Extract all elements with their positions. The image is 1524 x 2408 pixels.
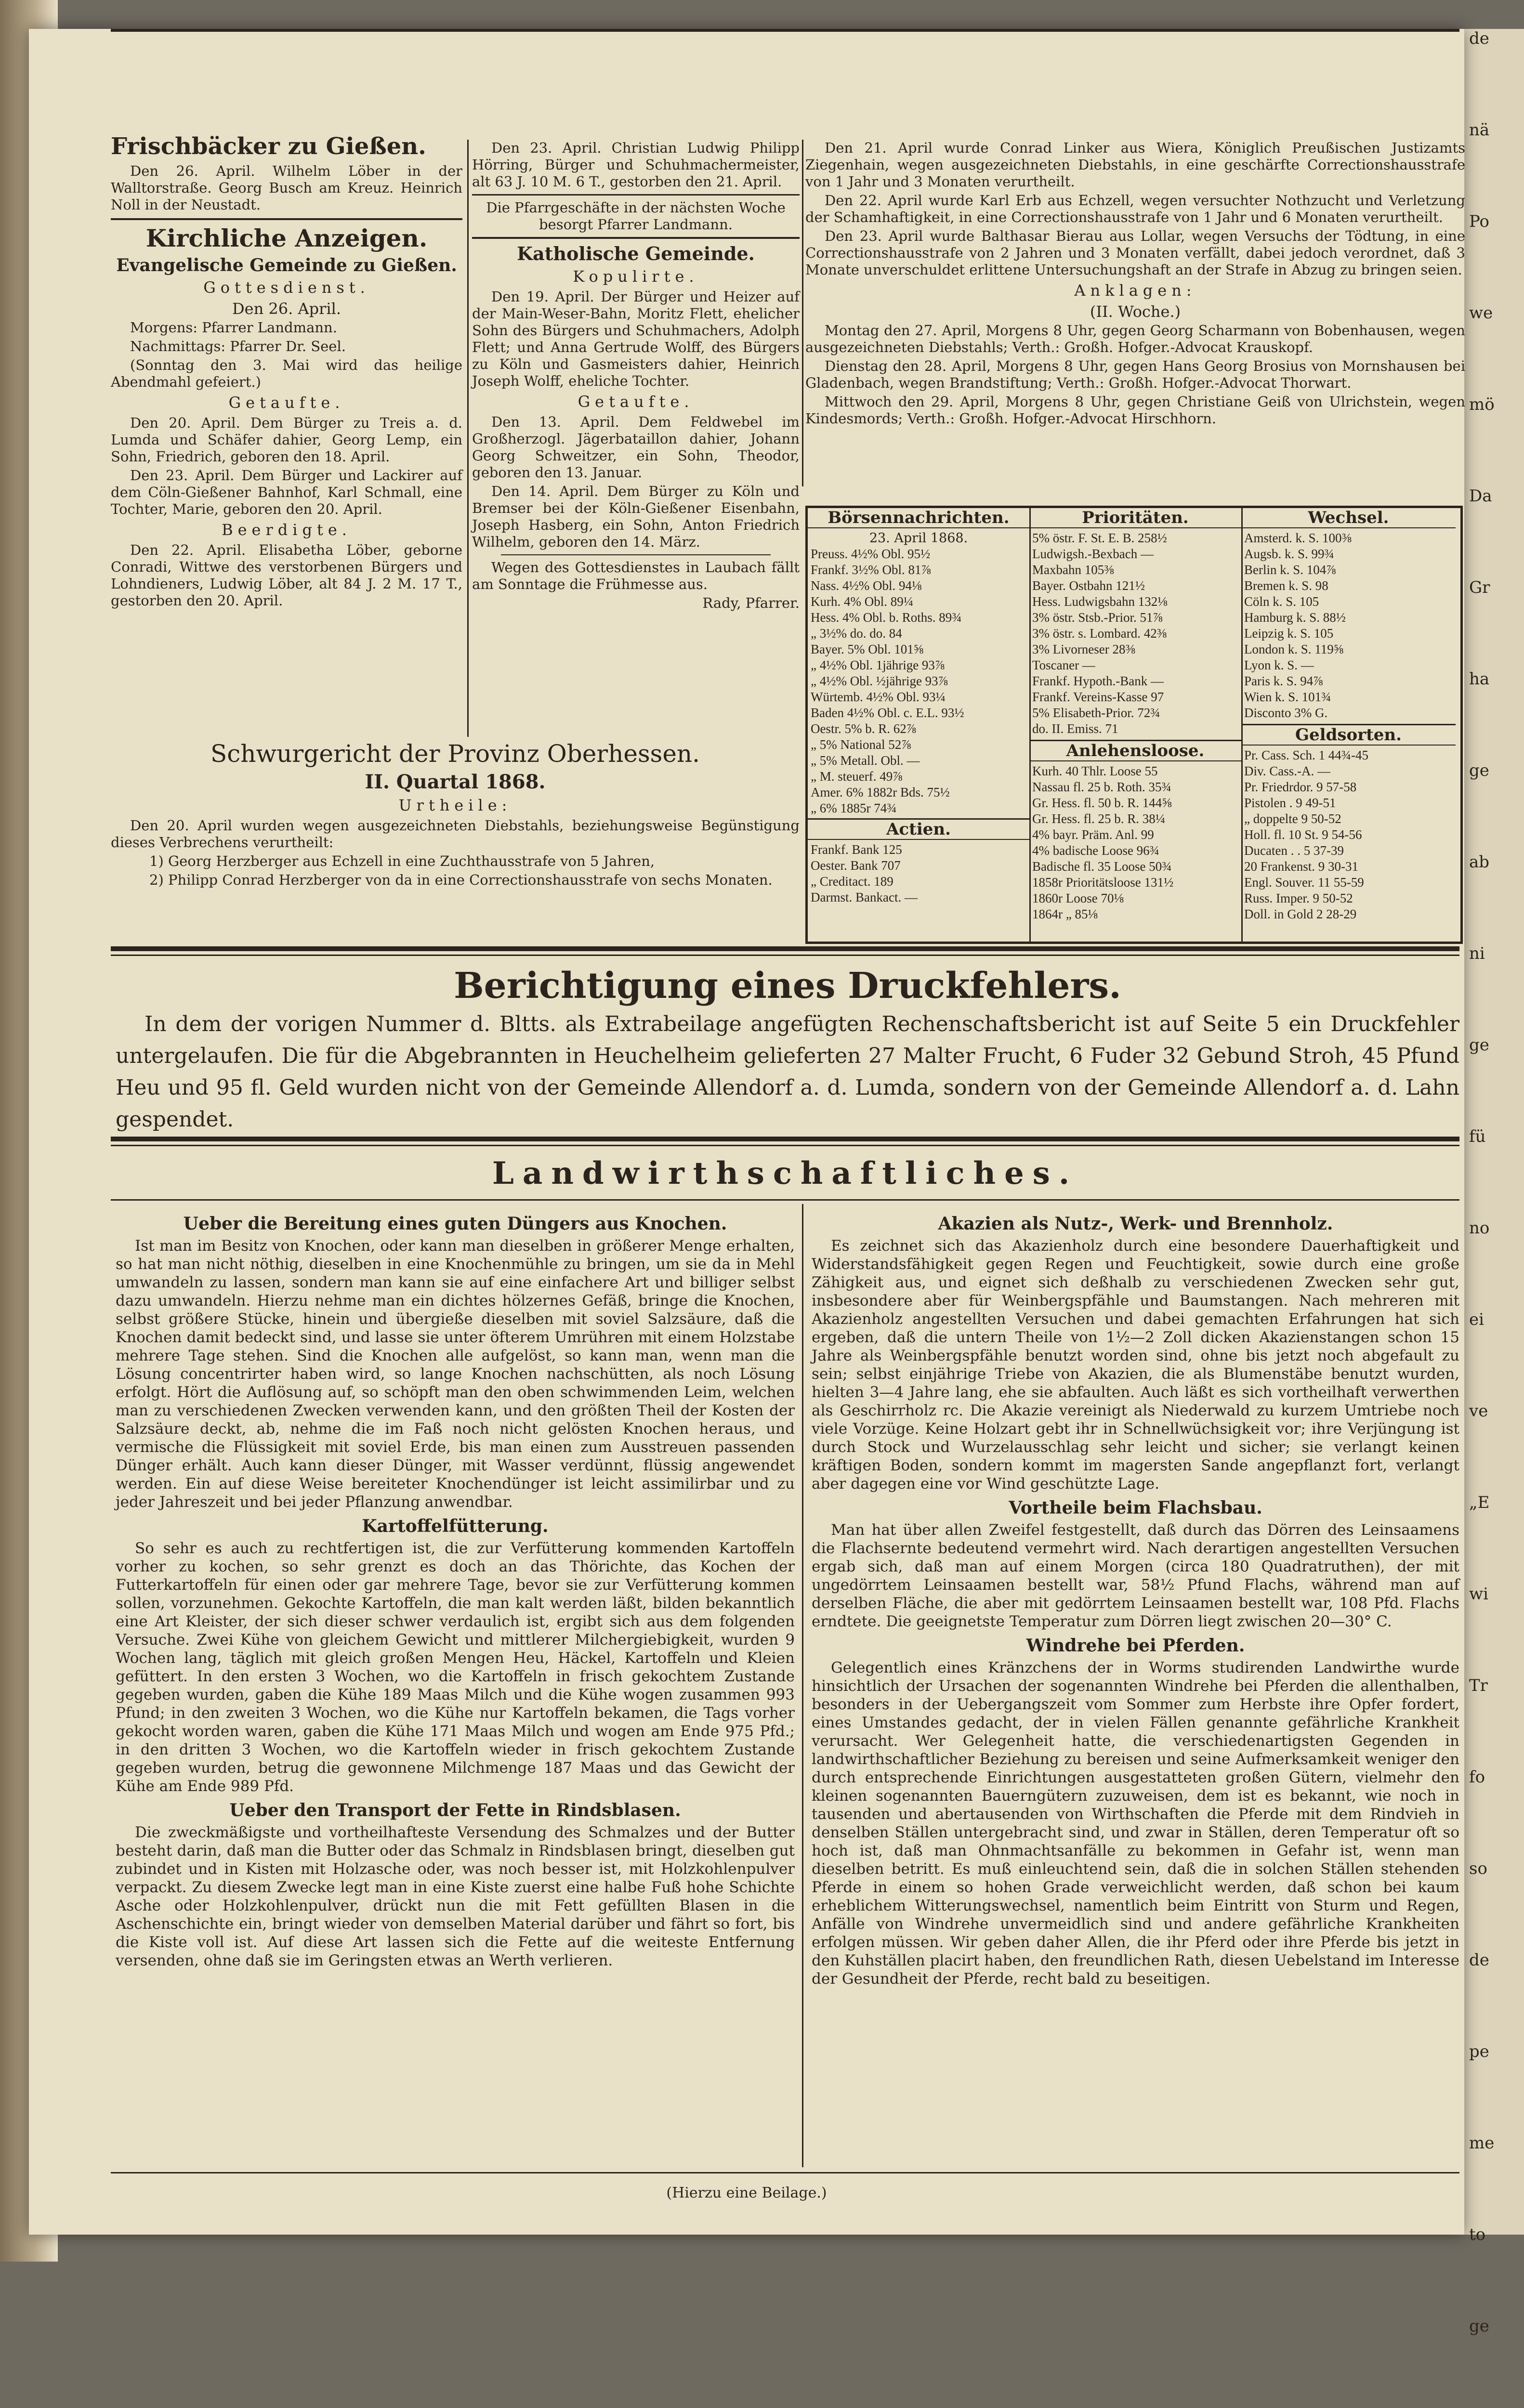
article-text: Die zweckmäßigste und vortheilhafteste Versendung des Schmalzes und der Butter besteht darin, daß man die Butter oder das Schmalz in Rindsblasen bringt, dieselben gut zubindet und in Kisten mit Holzasche oder, was noch besser ist, mit Holzkohlenpulver verpackt. Zu diesem Zwecke legt man in eine Kiste zuerst eine halbe Fuß hohe Schichte Asche oder Holzkohlenpulver, drückt nun die mit Fett gefüllten Blasen in die Aschenschichte ein, bringt wieder von demselben Material darüber und fährt so fort, bis die Kiste voll ist. Auf diese Art lassen sich die Fette auf die weiteste Entfernung versenden, ohne daß sie im Geringsten etwas an Werth verlieren.: [116, 1824, 795, 1969]
married-heading: Kopulirte.: [573, 267, 699, 286]
adjacent-page-fragment: de: [1469, 1950, 1489, 1970]
charge-entry: Dienstag den 28. April, Morgens 8 Uhr, gegen Hans Georg Brosius von Mornshausen bei Gladenbach, wegen Brandstiftung; Verth.: Großh. Hofger.-Advocat Thorwart.: [805, 358, 1465, 391]
adjacent-page-fragment: Po: [1469, 212, 1489, 231]
adjacent-page-fragment: ni: [1469, 944, 1485, 963]
adjacent-page-fragment: we: [1469, 303, 1493, 323]
agri-column-left: [116, 1209, 795, 2167]
geld-row: Doll. in Gold 2 28-29: [1244, 907, 1357, 921]
article-text: Es zeichnet sich das Akazienholz durch eine besondere Dauerhaftigkeit und Widerstandsfähigkeit gegen Regen und Feuchtigkeit, sowie durch eine große Zähigkeit aus, und eignet sich deßhalb zu verschiedenen Zwecken sehr gut, insbesondere aber für Weinbergspfähle und Baumstangen. Nach mehreren mit Akazienholz angestellten Versuchen und dabei gemachten Erfahrungen hat sich ergeben, daß die untern Theile von 1½—2 Zoll dicken Akazienstangen schon 15 Jahre als Weinbergspfähle benutzt worden sind, ohne bis jetzt noch abgefault zu sein; selbst einjährige Triebe von Akazien, die als Blumenstäbe benutzt wurden, hielten 3—4 Jahre lang, ehe sie abfaulten. Auch läßt es sich vortheilhaft verwerthen als Geschirrholz rc. Die Akazie vereinigt als Niederwald zu kurzem Umtriebe noch viele Vorzüge. Keine Holzart gebt ihr in Schnellwüchsigkeit vor; ihre Verjüngung ist durch Stock und Wurzelausschlag sehr leicht und sicher; sie verlangt keinen kräftigen Boden, sondern kommt im magersten Sande angepflanzt fort, verlangt aber dagegen eine vor Wind geschützte Lage.: [812, 1237, 1459, 1492]
wechsel-row: Hamburg k. S. 88½: [1244, 610, 1346, 625]
charges-week: (II. Woche.): [1090, 302, 1181, 321]
prio-row: do. II. Emiss. 71: [1032, 721, 1118, 736]
aktien-heading: Actien.: [808, 818, 1029, 840]
loose-row: Gr. Hess. fl. 50 b. R. 144⅝: [1032, 796, 1172, 810]
thin-rule: [111, 955, 1459, 956]
adjacent-page-fragment: ha: [1469, 669, 1490, 689]
verdict-entry: Den 22. April wurde Karl Erb aus Echzell, wegen versuchter Nothzucht und Verletzung der Schamhaftigkeit, in eine Correctionshausstrafe von 1 Jahr und 6 Monaten verurtheilt.: [805, 192, 1465, 225]
prio-row: Maxbahn 105⅜: [1032, 563, 1114, 577]
geld-row: Div. Cass.-A. —: [1244, 764, 1330, 778]
adjacent-page-fragment: fo: [1469, 1767, 1485, 1787]
service-line: Nachmittags: Pfarrer Dr. Seel.: [130, 338, 346, 354]
prio-row: Bayer. Ostbahn 121½: [1032, 578, 1145, 593]
column-rule: [467, 140, 469, 737]
column-rule: [802, 140, 803, 486]
boerse-row: Hess. 4% Obl. b. Roths. 89¾: [811, 610, 962, 625]
loose-heading: Anlehensloose.: [1029, 740, 1241, 761]
verdicts-heading: Urtheile:: [398, 796, 512, 814]
boerse-row: „ 6% 1885r 74¾: [811, 801, 897, 815]
adjacent-page-fragment: me: [1469, 2133, 1495, 2153]
prio-heading: Prioritäten.: [1029, 508, 1241, 528]
boerse-date: 23. April 1868.: [869, 531, 968, 546]
wechsel-row: Bremen k. S. 98: [1244, 578, 1328, 593]
mass-signature: Rady, Pfarrer.: [702, 595, 800, 611]
boerse-row: Baden 4½% Obl. c. E.L. 93½: [811, 706, 964, 720]
service-line: (Sonntag den 3. Mai wird das heilige Abendmahl gefeiert.): [111, 357, 462, 390]
verdict-item: 2) Philipp Conrad Herzberger von da in eine Correctionshausstrafe von sechs Monaten.: [149, 872, 773, 888]
article-text: Ist man im Besitz von Knochen, oder kann man dieselben in größerer Menge erhalten, so hat man nicht nöthig, dieselben in eine Knochenmühle zu bringen, um sie da in Mehl umwandeln zu lassen, sondern man kann sie auf eine einfachere Art und billiger selbst dazu umwandeln. Hierzu nehme man ein dichtes hölzernes Gefäß, bringe die Knochen, selbst größere Stücke, hinein und übergieße dieselben mit soviel Salzsäure, daß die Knochen damit bedeckt sind, und lasse sie unter öfterem Umrühren mit einem Holzstabe mehrere Tage stehen. Sind die Knochen alle aufgelöst, so kann man, wenn man die Lösung concentrirter haben wird, so lange Knochen nachschütten, als noch Lösung erfolgt. Hört die Auflösung auf, so schöpft man den oben schwimmenden Leim, welchen man zu verschiedenen Zwecken verwenden kann, und den größten Theil der Kosten der Salzsäure deckt, ab, nehme die im Faß noch nicht gelösten Knochen heraus, und vermische die Flüssigkeit mit soviel Erde, bis man einen zum Ausstreuen passenden Dünger erhält. Auch kann dieser Dünger, mit Wasser verdünnt, flüssig angewendet werden. Ein auf diese Weise bereiteter Knochendünger ist leicht assimilirbar und zu jeder Jahreszeit und bei jeder Pflanzung anwendbar.: [116, 1237, 795, 1511]
adjacent-page-fragment: pe: [1469, 2042, 1489, 2061]
church-heading: Kirchliche Anzeigen.: [145, 224, 428, 252]
geld-row: Pr. Friedrdor. 9 57-58: [1244, 780, 1357, 794]
parish-notice: Die Pfarrgeschäfte in der nächsten Woche besorgt Pfarrer Landmann.: [486, 199, 786, 233]
boerse-row: Oestr. 5% b. R. 62⅞: [811, 721, 916, 736]
loose-row: Kurh. 40 Thlr. Loose 55: [1032, 764, 1158, 778]
service-date: Den 26. April.: [232, 300, 341, 318]
boerse-row: Würtemb. 4½% Obl. 93¼: [811, 690, 946, 704]
wechsel-row: Leipzig k. S. 105: [1244, 626, 1334, 641]
catholic-heading: Katholische Gemeinde.: [517, 243, 755, 264]
article-heading: Vortheile beim Flachsbau.: [1009, 1498, 1262, 1518]
adjacent-page-fragment: ab: [1469, 852, 1490, 872]
mass-note: Wegen des Gottesdienstes in Laubach fällt am Sonntage die Frühmesse aus.: [472, 559, 800, 592]
newspaper-page: [29, 29, 1464, 2235]
prio-row: 5% Elisabeth-Prior. 72¾: [1032, 706, 1160, 720]
article-text: Man hat über allen Zweifel festgestellt, daß durch das Dörren des Leinsaamens die Flachsernte bedeutend vermehrt wird. Nach derartigen angestellten Versuchen ergab sich, daß man auf einem Morgen (circa 180 Quadratruthen), der mit ungedörrtem Leinsaamen bestellt war, 58½ Pfund Flachs, während man auf derselben Fläche, die aber mit gedörrtem Leinsaamen bestellt war, 108 Pfd. Flachs erndtete. Die geeignetste Temperatur zum Dörren liegt zwischen 20—30° C.: [812, 1521, 1459, 1630]
adjacent-page-fragment: Gr: [1469, 578, 1490, 597]
baptized-heading: Getaufte.: [228, 393, 345, 412]
boerse-row: Kurh. 4% Obl. 89¼: [811, 594, 913, 609]
article-heading: Akazien als Nutz-, Werk- und Brennholz.: [938, 1214, 1333, 1234]
burial-entry: Den 22. April. Elisabetha Löber, geborne Conradi, Wittwe des verstorbenen Bürgers und Lohndieners, Ludwig Löber, alt 84 J. 2 M. 17 T., gestorben den 20. April.: [111, 542, 462, 609]
article-text: So sehr es auch zu rechtfertigen ist, die zur Verfütterung kommenden Kartoffeln vorher zu kochen, so sehr grenzt es doch an das Thörichte, das Kochen der Futterkartoffeln für einen oder gar mehrere Tage, bevor sie zur Verfütterung kommen sollen, vorzunehmen. Gekochte Kartoffeln, die man kalt werden läßt, bilden bekanntlich eine Art Kleister, der sich dieser schwer verdaulich ist, ergibt sich aus dem folgenden Versuche. Zwei Kühe von gleichem Gewicht und mittlerer Milchergiebigkeit, wurden 9 Wochen lang, täglich mit gleich großen Mengen Heu, Häckel, Kartoffeln und Kleien gefüttert. In den ersten 3 Wochen, wo die Kartoffeln in frisch gekochtem Zustande gegeben wurden, gaben die Kühe 189 Maas Milch und die Kühe wogen zusammen 993 Pfund; in den zweiten 3 Wochen, wo die Kühe nur Kartoffeln bekamen, die Tags vorher gekocht worden waren, gaben die Kühe 171 Maas Milch und wogen am Ende 975 Pfd.; in den dritten 3 Wochen, wo die Kartoffeln wieder in frisch gekochtem Zustande gegeben wurden, betrug die gewonnene Milchmenge 187 Maas und das Gewicht der Kühe am Ende 989 Pfd.: [116, 1540, 795, 1795]
market-column-wechsel: [1241, 508, 1456, 942]
prio-row: Frankf. Vereins-Kasse 97: [1032, 690, 1164, 704]
adjacent-page-fragment: so: [1469, 1859, 1487, 1878]
baker-heading: Frischbäcker zu Gießen.: [111, 133, 426, 160]
adjacent-page-fragment: wi: [1469, 1584, 1488, 1604]
adjacent-page-fragment: de: [1469, 29, 1489, 48]
aktien-list: [808, 842, 1029, 905]
loose-row: Nassau fl. 25 b. Roth. 35¾: [1032, 780, 1171, 794]
correction-notice: [116, 963, 1459, 1132]
thin-rule: [111, 1145, 1459, 1146]
wechsel-row: Berlin k. S. 104⅞: [1244, 563, 1336, 577]
boerse-row: Preuss. 4½% Obl. 95½: [811, 547, 931, 561]
aktien-row: „ Creditact. 189: [811, 874, 893, 889]
adjacent-page-fragment: ve: [1469, 1401, 1488, 1421]
article-heading: Ueber die Bereitung eines guten Düngers aus Knochen.: [183, 1214, 727, 1234]
wechsel-row: Amsterd. k. S. 100⅜: [1244, 531, 1352, 545]
boerse-row: Frankf. 3½% Obl. 81⅞: [811, 563, 931, 577]
geld-heading: Geldsorten.: [1241, 724, 1456, 746]
loose-list: [1029, 763, 1241, 922]
wechsel-row: Wien k. S. 101¾: [1244, 690, 1331, 704]
thick-rule: [111, 1137, 1459, 1141]
verdict-entry: Den 23. April wurde Balthasar Bierau aus Lollar, wegen Versuchs der Tödtung, in eine Correctionshausstrafe von 2 Jahren und 3 Monaten verfällt, dabei jedoch verordnet, daß 3 Monate unverschuldet erlittene Untersuchungshaft an der Strafe in Abzug zu bringen seien.: [805, 228, 1465, 278]
loose-row: Badische fl. 35 Loose 50¾: [1032, 859, 1172, 874]
boerse-row: „ M. steuerf. 49⅞: [811, 769, 903, 784]
geld-row: Russ. Imper. 9 50-52: [1244, 891, 1353, 905]
charge-entry: Mittwoch den 29. April, Morgens 8 Uhr, gegen Christiane Geiß von Ulrichstein, wegen Kindesmords; Verth.: Großh. Hofger.-Advocat Hirschhorn.: [805, 393, 1465, 427]
thin-rule: [111, 1199, 1459, 1201]
geld-row: Holl. fl. 10 St. 9 54-56: [1244, 827, 1362, 842]
adjacent-page-edge: [1464, 29, 1524, 2336]
column-catholic: [472, 140, 800, 737]
wechsel-row: Paris k. S. 94⅞: [1244, 674, 1323, 688]
adjacent-page-fragment: ei: [1469, 1310, 1484, 1329]
wechsel-row: Augsb. k. S. 99¾: [1244, 547, 1334, 561]
service-heading: Gottesdienst.: [203, 278, 370, 297]
agriculture-heading: Landwirthschaftliches.: [492, 1155, 1078, 1191]
baptized-heading: Getaufte.: [578, 393, 694, 411]
thick-rule: [111, 946, 1459, 951]
adjacent-page-fragment: Tr: [1469, 1676, 1488, 1695]
burial-entry: Den 23. April. Christian Ludwig Philipp Hörring, Bürger und Schuhmachermeister, alt 63 J. 10 M. 6 T., gestorben den 21. April.: [472, 140, 800, 190]
divider: [472, 194, 800, 196]
market-column-prio: [1029, 508, 1243, 942]
loose-row: 4% bayr. Präm. Anl. 99: [1032, 827, 1154, 842]
geld-row: „ doppelte 9 50-52: [1244, 811, 1341, 826]
baptism-entry: Den 23. April. Dem Bürger und Lackirer auf dem Cöln-Gießener Bahnhof, Karl Schmall, eine Tochter, Marie, geboren den 20. April.: [111, 467, 462, 517]
adjacent-page-fragment: ge: [1469, 1035, 1489, 1055]
adjacent-page-fragment: nä: [1469, 120, 1490, 140]
boerse-row: „ 5% Metall. Obl. —: [811, 753, 920, 768]
boerse-row: „ 5% National 52⅞: [811, 737, 911, 752]
adjacent-page-fragment: ge: [1469, 761, 1489, 780]
service-line: Morgens: Pfarrer Landmann.: [130, 319, 337, 336]
geld-row: 20 Frankenst. 9 30-31: [1244, 859, 1358, 874]
article-heading: Ueber den Transport der Fette in Rindsblasen.: [229, 1800, 681, 1820]
geld-row: Ducaten . . 5 37-39: [1244, 843, 1344, 858]
adjacent-page-fragment: no: [1469, 1218, 1490, 1238]
adjacent-page-fragment: Da: [1469, 486, 1492, 506]
boerse-row: Nass. 4½% Obl. 94⅛: [811, 578, 922, 593]
court-verdicts-right: [805, 140, 1465, 501]
agri-column-right: [812, 1209, 1459, 2167]
prio-row: Frankf. Hypoth.-Bank —: [1032, 674, 1164, 688]
divider: [501, 554, 771, 555]
correction-paragraph: In dem der vorigen Nummer d. Bltts. als Extrabeilage angefügten Rechenschaftsbericht ist auf Seite 5 ein Druckfehler untergelaufen. Die für die Abgebrannten in Heuchelheim gelieferten 27 Malter Frucht, 6 Fuder 32 Gebund Stroh, 45 Pfund Heu und 95 fl. Geld wurden nicht von der Gemeinde Allendorf a. d. Lumda, sondern von der Gemeinde Allendorf a. d. Lahn gespendet.: [116, 1012, 1459, 1132]
boerse-row: Bayer. 5% Obl. 101⅝: [811, 642, 923, 656]
wechsel-row: Disconto 3% G.: [1244, 706, 1328, 720]
aktien-row: Oester. Bank 707: [811, 858, 901, 873]
baptism-entry: Den 13. April. Dem Feldwebel im Großherzogl. Jägerbataillon dahier, Johann Georg Schweitzer, ein Sohn, Theodor, geboren den 13. Januar.: [472, 414, 800, 481]
geld-row: Pr. Cass. Sch. 1 44¾-45: [1244, 748, 1369, 762]
supplement-note: (Hierzu eine Beilage.): [666, 2185, 827, 2201]
aktien-row: Darmst. Bankact. —: [811, 890, 918, 904]
loose-row: 1858r Prioritätsloose 131½: [1032, 875, 1174, 890]
boerse-list: [808, 546, 1029, 816]
wechsel-heading: Wechsel.: [1241, 508, 1456, 528]
correction-heading: Berichtigung eines Druckfehlers.: [454, 965, 1121, 1007]
article-text: Gelegentlich eines Kränzchens der in Worms studirenden Landwirthe wurde hinsichtlich der Ursachen der sogenannten Windrehe bei Pferden die allenthalben, besonders in der Uebergangszeit vom Sommer zum Herbste ihre Opfer fordert, eines Umstandes gedacht, der in vielen Fällen genannte gefährliche Krankheit verursacht. Wer Gelegenheit hatte, die verschiedenartigsten Gegenden in landwirthschaftlicher Beziehung zu bereisen und seine Aufmerksamkeit weniger den durch entsprechende Einrichtungen ausgestatteten großen Gütern, vielmehr den kleinen sogenannten Bauerngütern zuzuweisen, dem ist es bekannt, wie noch in tausenden und abertausenden von Wirthschaften die Pferde mit dem Rindvieh in denselben Ställen untergebracht sind, und zwar in Ställen, deren Temperatur oft so hoch ist, daß man Ohnmachtsanfälle zu bekommen in Gefahr ist, wenn man dieselben betritt. Es muß einleuchtend sein, daß die in solchen Ställen stehenden Pferde in einem so hohen Grade verweichlicht werden, daß schon bei kaum erheblichem Witterungswechsel, namentlich beim Eintritt von Sturm und Regen, Anfälle von Windrehe unvermeidlich sind und andere gefährliche Krankheiten erfolgen müssen. Wir geben daher Allen, die ihr Pferd oder ihre Pferde bis jetzt in den Kuhställen placirt haben, den freundlichen Rath, diesen Uebelstand im Interesse der Gesundheit der Pferde, recht bald zu beseitigen.: [812, 1659, 1459, 1988]
wechsel-row: Cöln k. S. 105: [1244, 594, 1319, 609]
loose-row: 1864r „ 85⅛: [1032, 907, 1098, 921]
prio-list: [1029, 530, 1241, 737]
prio-row: Toscaner —: [1032, 658, 1095, 672]
charges-heading: Anklagen:: [1074, 281, 1196, 300]
adjacent-page-fragment: fü: [1469, 1127, 1486, 1146]
court-heading: Schwurgericht der Provinz Oberhessen.: [210, 740, 700, 768]
prio-row: 3% östr. Stsb.-Prior. 51⅞: [1032, 610, 1163, 625]
verdict-intro: Den 20. April wurden wegen ausgezeichneten Diebstahls, beziehungsweise Begünstigung dieses Verbrechens verurtheilt:: [111, 817, 800, 851]
verdict-item: 1) Georg Herzberger aus Echzell in eine Zuchthausstrafe von 5 Jahren,: [149, 853, 655, 869]
court-quarter: II. Quartal 1868.: [365, 771, 546, 793]
prio-row: 3% Livorneser 28⅜: [1032, 642, 1135, 656]
boerse-row: „ 4½% Obl. 1jährige 93⅞: [811, 658, 945, 672]
adjacent-page-fragment: to: [1469, 2225, 1486, 2244]
wechsel-row: Lyon k. S. —: [1244, 658, 1314, 672]
prio-row: 5% östr. F. St. E. B. 258½: [1032, 531, 1167, 545]
market-report-box: [805, 506, 1463, 944]
loose-row: 4% badische Loose 96¾: [1032, 843, 1159, 858]
market-column-boerse: [808, 508, 1031, 942]
loose-row: 1860r Loose 70⅛: [1032, 891, 1124, 905]
geld-list: [1241, 747, 1456, 922]
baker-text: Den 26. April. Wilhelm Löber in der Walltorstraße. Georg Busch am Kreuz. Heinrich Noll in der Neustadt.: [111, 163, 462, 213]
wechsel-row: London k. S. 119⅝: [1244, 642, 1344, 656]
prio-row: Hess. Ludwigsbahn 132⅛: [1032, 594, 1168, 609]
article-heading: Kartoffelfütterung.: [362, 1516, 549, 1536]
geld-row: Engl. Souver. 11 55-59: [1244, 875, 1364, 890]
marriage-entry: Den 19. April. Der Bürger und Heizer auf der Main-Weser-Bahn, Moritz Flett, ehelicher Sohn des Bürgers und Schuhmachers, Adolph Flett; und Anna Gertrude Wolff, des Bürgers zu Köln und Gasmeisters dahier, Heinrich Joseph Wolff, eheliche Tochter.: [472, 288, 800, 389]
article-heading: Windrehe bei Pferden.: [1026, 1636, 1245, 1656]
baptism-entry: Den 14. April. Dem Bürger zu Köln und Bremser bei der Köln-Gießener Eisenbahn, Joseph Hasberg, ein Sohn, Anton Friedrich Wilhelm, geboren den 14. März.: [472, 483, 800, 550]
boerse-row: „ 3½% do. do. 84: [811, 626, 902, 641]
divider: [111, 218, 462, 220]
prio-row: Ludwigsh.-Bexbach —: [1032, 547, 1154, 561]
column-local-news: [111, 130, 462, 727]
boerse-row: Amer. 6% 1882r Bds. 75½: [811, 785, 950, 799]
verdict-entry: Den 21. April wurde Conrad Linker aus Wiera, Königlich Preußischen Justizamts Ziegenhain, wegen ausgezeichneten Diebstahls, in eine geschärfte Correctionshausstrafe von 1 Jahr und 3 Monaten verurtheilt.: [805, 140, 1465, 190]
top-rule: [111, 29, 1459, 32]
buried-heading: Beerdigte.: [222, 521, 352, 539]
baptism-entry: Den 20. April. Dem Bürger zu Treis a. d. Lumda und Schäfer dahier, Georg Lemp, ein Sohn, Friedrich, geboren den 18. April.: [111, 415, 462, 465]
court-section: [111, 737, 800, 939]
church-subheading: Evangelische Gemeinde zu Gießen.: [116, 255, 457, 275]
correction-text: [116, 1008, 1459, 1136]
boerse-heading: Börsennachrichten.: [808, 508, 1029, 528]
adjacent-page-fragment: ge: [1469, 2316, 1489, 2336]
adjacent-page-fragment: mö: [1469, 395, 1495, 414]
column-rule: [802, 1204, 803, 2167]
prio-row: 3% östr. s. Lombard. 42⅜: [1032, 626, 1167, 641]
wechsel-list: [1241, 530, 1456, 721]
divider: [472, 237, 800, 239]
charge-entry: Montag den 27. April, Morgens 8 Uhr, gegen Georg Scharmann von Bobenhausen, wegen ausgezeichneten Diebstahls; Verth.: Großh. Hofger.-Advocat Krauskopf.: [805, 322, 1465, 355]
loose-row: Gr. Hess. fl. 25 b. R. 38¼: [1032, 811, 1165, 826]
geld-row: Pistolen . 9 49-51: [1244, 796, 1336, 810]
bottom-rule: [111, 2172, 1459, 2173]
adjacent-page-fragment: „E: [1469, 1493, 1490, 1512]
aktien-row: Frankf. Bank 125: [811, 842, 902, 857]
boerse-row: „ 4½% Obl. ½jährige 93⅞: [811, 674, 948, 688]
